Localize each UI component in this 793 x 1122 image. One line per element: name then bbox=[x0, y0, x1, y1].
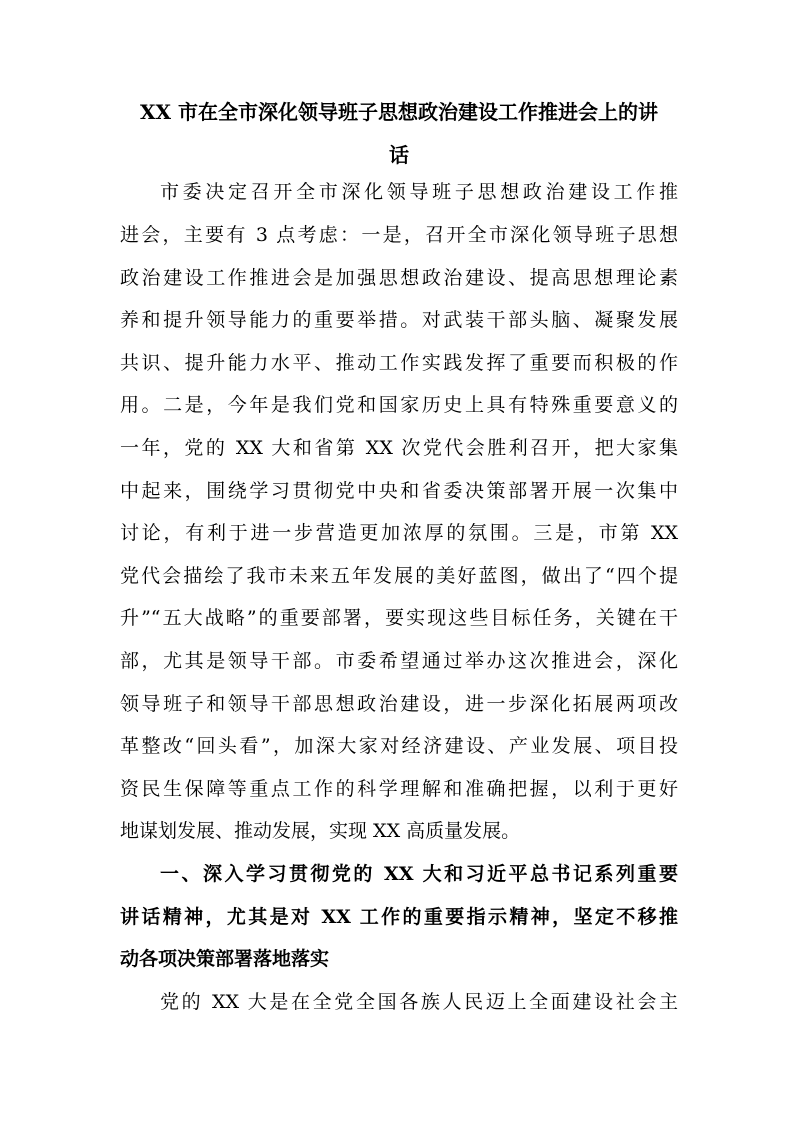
paragraph-line: 革整改“回头看”，加深大家对经济建设、产业发展、项目投 bbox=[120, 735, 678, 757]
paragraph-line: 党代会描绘了我市未来五年发展的美好蓝图，做出了“四个提 bbox=[120, 565, 678, 587]
paragraph-line: 讨论，有利于进一步营造更加浓厚的氛围。三是，市第 XX bbox=[120, 522, 678, 544]
heading-line: 动各项决策部署落地落实 bbox=[120, 948, 330, 970]
paragraph-line: 中起来，围绕学习贯彻党中央和省委决策部署开展一次集中 bbox=[120, 480, 678, 502]
paragraph-line: 资民生保障等重点工作的科学理解和准确把握，以利于更好 bbox=[120, 778, 678, 800]
paragraph-line: 市委决定召开全市深化领导班子思想政治建设工作推 bbox=[160, 181, 678, 203]
paragraph-line: 用。二是，今年是我们党和国家历史上具有特殊重要意义的 bbox=[120, 394, 678, 416]
paragraph-line: 养和提升领导能力的重要举措。对武装干部头脑、凝聚发展 bbox=[120, 309, 678, 331]
document-title-line-2: 话 bbox=[389, 143, 409, 167]
paragraph-line: 升”“五大战略”的重要部署，要实现这些目标任务，关键在干 bbox=[120, 607, 678, 629]
paragraph-line: 地谋划发展、推动发展，实现 XX 高质量发展。 bbox=[120, 820, 521, 842]
paragraph-line: 进会，主要有 3 点考虑：一是，召开全市深化领导班子思想 bbox=[120, 224, 678, 246]
paragraph-line: 一年，党的 XX 大和省第 XX 次党代会胜利召开，把大家集 bbox=[120, 437, 678, 459]
paragraph-line: 共识、提升能力水平、推动工作实践发挥了重要而积极的作 bbox=[120, 352, 678, 374]
paragraph-line: 部，尤其是领导干部。市委希望通过举办这次推进会，深化 bbox=[120, 650, 678, 672]
heading-line: 一、深入学习贯彻党的 XX 大和习近平总书记系列重要 bbox=[160, 863, 678, 885]
paragraph-line: 领导班子和领导干部思想政治建设，进一步深化拓展两项改 bbox=[120, 693, 678, 715]
paragraph-line: 党的 XX 大是在全党全国各族人民迈上全面建设社会主 bbox=[160, 991, 678, 1013]
document-title-line-1: XX 市在全市深化领导班子思想政治建设工作推进会上的讲 bbox=[140, 100, 658, 124]
paragraph-line: 政治建设工作推进会是加强思想政治建设、提高思想理论素 bbox=[120, 267, 678, 289]
heading-line: 讲话精神，尤其是对 XX 工作的重要指示精神，坚定不移推 bbox=[120, 906, 678, 928]
